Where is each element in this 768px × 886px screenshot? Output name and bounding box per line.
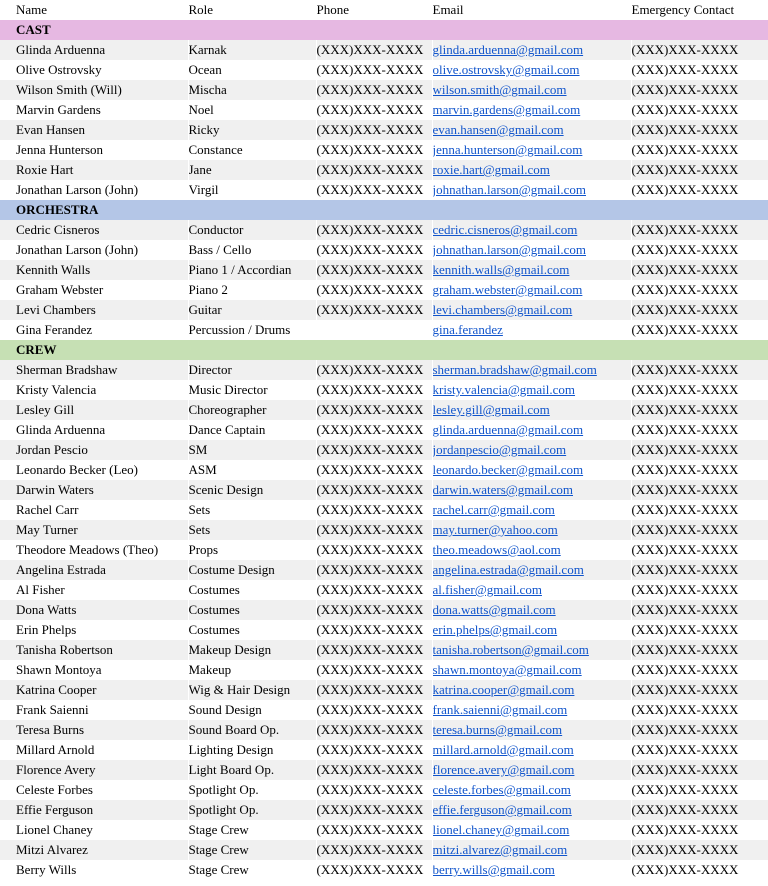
role-cell: Music Director [188, 380, 316, 400]
role-cell: Scenic Design [188, 480, 316, 500]
table-row [0, 780, 768, 800]
name-cell: Florence Avery [0, 760, 188, 780]
email-cell [432, 580, 631, 600]
name-cell: Kristy Valencia [0, 380, 188, 400]
role-cell: Virgil [188, 180, 316, 200]
email-link[interactable]: cedric.cisneros@gmail.com [432, 222, 578, 237]
emergency-contact-cell: (XXX)XXX-XXXX [631, 822, 739, 837]
role-cell: Sets [188, 500, 316, 520]
name-cell: Erin Phelps [0, 620, 188, 640]
phone-cell: (XXX)XXX-XXXX [316, 780, 432, 800]
phone-cell: (XXX)XXX-XXXX [316, 720, 432, 740]
emergency-contact-cell: (XXX)XXX-XXXX [631, 482, 739, 497]
table-row [0, 640, 768, 660]
email-cell [432, 840, 631, 860]
column-header-email: Email [432, 0, 631, 20]
column-header-emergency-contact: Emergency Contact [631, 2, 735, 17]
name-cell: Graham Webster [0, 280, 188, 300]
table-row [0, 120, 768, 140]
phone-cell: (XXX)XXX-XXXX [316, 140, 432, 160]
email-link[interactable]: katrina.cooper@gmail.com [432, 682, 575, 697]
phone-cell: (XXX)XXX-XXXX [316, 240, 432, 260]
name-cell: Dona Watts [0, 600, 188, 620]
table-row [0, 80, 768, 100]
role-cell: Sound Design [188, 700, 316, 720]
table-row [0, 400, 768, 420]
email-cell [432, 160, 631, 180]
emergency-contact-cell: (XXX)XXX-XXXX [631, 642, 739, 657]
email-link[interactable]: mitzi.alvarez@gmail.com [432, 842, 568, 857]
email-link[interactable]: rachel.carr@gmail.com [432, 502, 555, 517]
email-link[interactable]: jordanpescio@gmail.com [432, 442, 567, 457]
email-cell [432, 620, 631, 640]
email-link[interactable]: kennith.walls@gmail.com [432, 262, 570, 277]
role-cell: Spotlight Op. [188, 800, 316, 820]
role-cell: Piano 2 [188, 280, 316, 300]
phone-cell: (XXX)XXX-XXXX [316, 360, 432, 380]
emergency-contact-cell: (XXX)XXX-XXXX [631, 122, 739, 137]
name-cell: Frank Saienni [0, 700, 188, 720]
table-row [0, 720, 768, 740]
table-row [0, 700, 768, 720]
email-link[interactable]: effie.ferguson@gmail.com [432, 802, 572, 817]
name-cell: Olive Ostrovsky [0, 60, 188, 80]
phone-cell: (XXX)XXX-XXXX [316, 300, 432, 320]
email-cell [432, 700, 631, 720]
email-cell [432, 640, 631, 660]
email-cell [432, 40, 631, 60]
role-cell: Makeup Design [188, 640, 316, 660]
table-row [0, 380, 768, 400]
role-cell: SM [188, 440, 316, 460]
email-link[interactable]: celeste.forbes@gmail.com [432, 782, 571, 797]
email-link[interactable]: may.turner@yahoo.com [432, 522, 558, 537]
role-cell: Stage Crew [188, 840, 316, 860]
email-cell [432, 260, 631, 280]
phone-cell: (XXX)XXX-XXXX [316, 860, 432, 880]
email-cell [432, 500, 631, 520]
phone-cell: (XXX)XXX-XXXX [316, 160, 432, 180]
email-link[interactable]: johnathan.larson@gmail.com [432, 242, 586, 257]
email-cell [432, 780, 631, 800]
role-cell: ASM [188, 460, 316, 480]
email-link[interactable]: kristy.valencia@gmail.com [432, 382, 576, 397]
table-row [0, 860, 768, 880]
emergency-contact-cell: (XXX)XXX-XXXX [631, 662, 739, 677]
emergency-contact-cell: (XXX)XXX-XXXX [631, 522, 739, 537]
name-cell: Lionel Chaney [0, 820, 188, 840]
table-row [0, 560, 768, 580]
role-cell: Noel [188, 100, 316, 120]
name-cell: Levi Chambers [0, 300, 188, 320]
table-row [0, 480, 768, 500]
name-cell: Shawn Montoya [0, 660, 188, 680]
role-cell: Choreographer [188, 400, 316, 420]
name-cell: Teresa Burns [0, 720, 188, 740]
email-link[interactable]: dona.watts@gmail.com [432, 602, 556, 617]
email-link[interactable]: frank.saienni@gmail.com [432, 702, 568, 717]
table-row [0, 360, 768, 380]
role-cell: Spotlight Op. [188, 780, 316, 800]
emergency-contact-cell: (XXX)XXX-XXXX [631, 742, 739, 757]
email-cell [432, 140, 631, 160]
phone-cell: (XXX)XXX-XXXX [316, 740, 432, 760]
email-cell [432, 860, 631, 880]
role-cell: Dance Captain [188, 420, 316, 440]
name-cell: Glinda Arduenna [0, 40, 188, 60]
name-cell: Wilson Smith (Will) [0, 80, 188, 100]
phone-cell: (XXX)XXX-XXXX [316, 100, 432, 120]
email-link[interactable]: levi.chambers@gmail.com [432, 302, 573, 317]
email-cell [432, 740, 631, 760]
phone-cell: (XXX)XXX-XXXX [316, 520, 432, 540]
emergency-contact-cell: (XXX)XXX-XXXX [631, 542, 739, 557]
email-link[interactable]: lionel.chaney@gmail.com [432, 822, 570, 837]
emergency-contact-cell: (XXX)XXX-XXXX [631, 762, 739, 777]
table-row [0, 580, 768, 600]
column-header-phone: Phone [316, 0, 432, 20]
email-cell [432, 680, 631, 700]
emergency-contact-cell: (XXX)XXX-XXXX [631, 562, 739, 577]
email-link[interactable]: millard.arnold@gmail.com [432, 742, 574, 757]
phone-cell: (XXX)XXX-XXXX [316, 640, 432, 660]
email-link[interactable]: roxie.hart@gmail.com [432, 162, 550, 177]
emergency-contact-cell: (XXX)XXX-XXXX [631, 222, 739, 237]
email-link[interactable]: angelina.estrada@gmail.com [432, 562, 584, 577]
table-row [0, 800, 768, 820]
phone-cell: (XXX)XXX-XXXX [316, 660, 432, 680]
emergency-contact-cell: (XXX)XXX-XXXX [631, 422, 739, 437]
name-cell: Roxie Hart [0, 160, 188, 180]
name-cell: Sherman Bradshaw [0, 360, 188, 380]
name-cell: Angelina Estrada [0, 560, 188, 580]
phone-cell [316, 320, 432, 340]
emergency-contact-cell: (XXX)XXX-XXXX [631, 622, 739, 637]
role-cell: Makeup [188, 660, 316, 680]
role-cell: Costumes [188, 600, 316, 620]
table-row [0, 820, 768, 840]
phone-cell: (XXX)XXX-XXXX [316, 380, 432, 400]
email-cell [432, 360, 631, 380]
column-header-name: Name [0, 0, 188, 20]
section-header-row-crew [0, 340, 768, 360]
phone-cell: (XXX)XXX-XXXX [316, 700, 432, 720]
table-body [0, 20, 768, 880]
role-cell: Costumes [188, 620, 316, 640]
emergency-contact-cell: (XXX)XXX-XXXX [631, 502, 739, 517]
emergency-contact-cell: (XXX)XXX-XXXX [631, 702, 739, 717]
name-cell: Celeste Forbes [0, 780, 188, 800]
section-header-row-orchestra [0, 200, 768, 220]
phone-cell: (XXX)XXX-XXXX [316, 400, 432, 420]
email-cell [432, 480, 631, 500]
email-cell [432, 400, 631, 420]
email-link[interactable]: evan.hansen@gmail.com [432, 122, 564, 137]
phone-cell: (XXX)XXX-XXXX [316, 620, 432, 640]
role-cell: Constance [188, 140, 316, 160]
email-cell [432, 320, 631, 340]
role-cell: Sets [188, 520, 316, 540]
role-cell: Sound Board Op. [188, 720, 316, 740]
emergency-contact-cell: (XXX)XXX-XXXX [631, 402, 739, 417]
table-row [0, 680, 768, 700]
table-row [0, 220, 768, 240]
role-cell: Mischa [188, 80, 316, 100]
email-cell [432, 80, 631, 100]
table-row [0, 300, 768, 320]
section-title: ORCHESTRA [0, 200, 768, 220]
name-cell: Jonathan Larson (John) [0, 180, 188, 200]
section-title: CAST [0, 20, 768, 40]
name-cell: Darwin Waters [0, 480, 188, 500]
email-link[interactable]: darwin.waters@gmail.com [432, 482, 573, 497]
table-row [0, 620, 768, 640]
email-cell [432, 120, 631, 140]
email-cell [432, 760, 631, 780]
email-link[interactable]: graham.webster@gmail.com [432, 282, 583, 297]
email-cell [432, 660, 631, 680]
emergency-contact-cell: (XXX)XXX-XXXX [631, 62, 739, 77]
emergency-contact-cell: (XXX)XXX-XXXX [631, 162, 739, 177]
phone-cell: (XXX)XXX-XXXX [316, 80, 432, 100]
role-cell: Stage Crew [188, 860, 316, 880]
emergency-contact-cell: (XXX)XXX-XXXX [631, 862, 739, 877]
email-cell [432, 800, 631, 820]
emergency-contact-cell: (XXX)XXX-XXXX [631, 842, 739, 857]
table-row [0, 320, 768, 340]
role-cell: Percussion / Drums [188, 320, 316, 340]
email-cell [432, 440, 631, 460]
emergency-contact-cell: (XXX)XXX-XXXX [631, 722, 739, 737]
emergency-contact-cell: (XXX)XXX-XXXX [631, 242, 739, 257]
role-cell: Jane [188, 160, 316, 180]
name-cell: Berry Wills [0, 860, 188, 880]
phone-cell: (XXX)XXX-XXXX [316, 220, 432, 240]
email-cell [432, 600, 631, 620]
table-row [0, 140, 768, 160]
email-cell [432, 460, 631, 480]
emergency-contact-cell: (XXX)XXX-XXXX [631, 102, 739, 117]
table-row [0, 540, 768, 560]
email-link[interactable]: johnathan.larson@gmail.com [432, 182, 586, 197]
name-cell: Jenna Hunterson [0, 140, 188, 160]
column-header-row [0, 0, 768, 20]
table-row [0, 60, 768, 80]
table-row [0, 240, 768, 260]
table-row [0, 760, 768, 780]
emergency-contact-cell: (XXX)XXX-XXXX [631, 282, 739, 297]
name-cell: Rachel Carr [0, 500, 188, 520]
name-cell: Effie Ferguson [0, 800, 188, 820]
name-cell: Millard Arnold [0, 740, 188, 760]
email-cell [432, 240, 631, 260]
name-cell: Mitzi Alvarez [0, 840, 188, 860]
emergency-contact-cell: (XXX)XXX-XXXX [631, 462, 739, 477]
email-cell [432, 420, 631, 440]
phone-cell: (XXX)XXX-XXXX [316, 60, 432, 80]
phone-cell: (XXX)XXX-XXXX [316, 680, 432, 700]
phone-cell: (XXX)XXX-XXXX [316, 800, 432, 820]
table-row [0, 160, 768, 180]
emergency-contact-cell: (XXX)XXX-XXXX [631, 382, 739, 397]
email-link[interactable]: florence.avery@gmail.com [432, 762, 575, 777]
phone-cell: (XXX)XXX-XXXX [316, 820, 432, 840]
phone-cell: (XXX)XXX-XXXX [316, 120, 432, 140]
email-link[interactable]: theo.meadows@aol.com [432, 542, 561, 557]
email-cell [432, 540, 631, 560]
email-cell [432, 60, 631, 80]
role-cell: Bass / Cello [188, 240, 316, 260]
name-cell: Katrina Cooper [0, 680, 188, 700]
email-link[interactable]: lesley.gill@gmail.com [432, 402, 550, 417]
phone-cell: (XXX)XXX-XXXX [316, 180, 432, 200]
emergency-contact-cell: (XXX)XXX-XXXX [631, 782, 739, 797]
role-cell: Karnak [188, 40, 316, 60]
table-row [0, 420, 768, 440]
table-row [0, 40, 768, 60]
role-cell: Ocean [188, 60, 316, 80]
role-cell: Ricky [188, 120, 316, 140]
name-cell: Al Fisher [0, 580, 188, 600]
emergency-contact-cell: (XXX)XXX-XXXX [631, 682, 739, 697]
name-cell: Jonathan Larson (John) [0, 240, 188, 260]
name-cell: Cedric Cisneros [0, 220, 188, 240]
emergency-contact-cell: (XXX)XXX-XXXX [631, 442, 739, 457]
phone-cell: (XXX)XXX-XXXX [316, 760, 432, 780]
table-row [0, 100, 768, 120]
name-cell: Theodore Meadows (Theo) [0, 540, 188, 560]
emergency-contact-cell: (XXX)XXX-XXXX [631, 802, 739, 817]
phone-cell: (XXX)XXX-XXXX [316, 580, 432, 600]
role-cell: Wig & Hair Design [188, 680, 316, 700]
phone-cell: (XXX)XXX-XXXX [316, 440, 432, 460]
name-cell: Marvin Gardens [0, 100, 188, 120]
table-row [0, 520, 768, 540]
table-row [0, 460, 768, 480]
name-cell: Gina Ferandez [0, 320, 188, 340]
phone-cell: (XXX)XXX-XXXX [316, 600, 432, 620]
email-cell [432, 100, 631, 120]
table-row [0, 840, 768, 860]
email-link[interactable]: wilson.smith@gmail.com [432, 82, 567, 97]
email-link[interactable]: sherman.bradshaw@gmail.com [432, 362, 597, 377]
table-row [0, 180, 768, 200]
role-cell: Props [188, 540, 316, 560]
emergency-contact-cell: (XXX)XXX-XXXX [631, 42, 739, 57]
table-row [0, 600, 768, 620]
phone-cell: (XXX)XXX-XXXX [316, 280, 432, 300]
phone-cell: (XXX)XXX-XXXX [316, 480, 432, 500]
role-cell: Stage Crew [188, 820, 316, 840]
email-cell [432, 220, 631, 240]
table-row [0, 500, 768, 520]
table-row [0, 440, 768, 460]
email-cell [432, 520, 631, 540]
name-cell: May Turner [0, 520, 188, 540]
name-cell: Kennith Walls [0, 260, 188, 280]
role-cell: Director [188, 360, 316, 380]
role-cell: Costumes [188, 580, 316, 600]
email-link[interactable]: tanisha.robertson@gmail.com [432, 642, 589, 657]
emergency-contact-cell: (XXX)XXX-XXXX [631, 602, 739, 617]
email-cell [432, 180, 631, 200]
email-link[interactable]: shawn.montoya@gmail.com [432, 662, 582, 677]
name-cell: Lesley Gill [0, 400, 188, 420]
name-cell: Leonardo Becker (Leo) [0, 460, 188, 480]
section-title: CREW [0, 340, 768, 360]
email-link[interactable]: olive.ostrovsky@gmail.com [432, 62, 580, 77]
role-cell: Conductor [188, 220, 316, 240]
email-link[interactable]: glinda.arduenna@gmail.com [432, 422, 584, 437]
email-link[interactable]: marvin.gardens@gmail.com [432, 102, 581, 117]
emergency-contact-cell: (XXX)XXX-XXXX [631, 322, 739, 337]
email-link[interactable]: gina.ferandez [432, 322, 503, 337]
role-cell: Light Board Op. [188, 760, 316, 780]
role-cell: Guitar [188, 300, 316, 320]
phone-cell: (XXX)XXX-XXXX [316, 540, 432, 560]
email-cell [432, 380, 631, 400]
email-cell [432, 560, 631, 580]
email-cell [432, 720, 631, 740]
phone-cell: (XXX)XXX-XXXX [316, 260, 432, 280]
emergency-contact-cell: (XXX)XXX-XXXX [631, 142, 739, 157]
name-cell: Tanisha Robertson [0, 640, 188, 660]
email-link[interactable]: erin.phelps@gmail.com [432, 622, 558, 637]
name-cell: Evan Hansen [0, 120, 188, 140]
name-cell: Jordan Pescio [0, 440, 188, 460]
email-link[interactable]: berry.wills@gmail.com [432, 862, 555, 877]
emergency-contact-cell: (XXX)XXX-XXXX [631, 362, 739, 377]
email-link[interactable]: al.fisher@gmail.com [432, 582, 542, 597]
emergency-contact-cell: (XXX)XXX-XXXX [631, 302, 739, 317]
role-cell: Lighting Design [188, 740, 316, 760]
phone-cell: (XXX)XXX-XXXX [316, 560, 432, 580]
phone-cell: (XXX)XXX-XXXX [316, 420, 432, 440]
email-cell [432, 280, 631, 300]
emergency-contact-cell: (XXX)XXX-XXXX [631, 182, 739, 197]
emergency-contact-cell: (XXX)XXX-XXXX [631, 82, 739, 97]
phone-cell: (XXX)XXX-XXXX [316, 500, 432, 520]
emergency-contact-cell: (XXX)XXX-XXXX [631, 262, 739, 277]
role-cell: Piano 1 / Accordian [188, 260, 316, 280]
name-cell: Glinda Arduenna [0, 420, 188, 440]
table-row [0, 260, 768, 280]
email-link[interactable]: leonardo.becker@gmail.com [432, 462, 584, 477]
table-row [0, 280, 768, 300]
phone-cell: (XXX)XXX-XXXX [316, 460, 432, 480]
email-link[interactable]: glinda.arduenna@gmail.com [432, 42, 584, 57]
section-header-row-cast [0, 20, 768, 40]
phone-cell: (XXX)XXX-XXXX [316, 840, 432, 860]
email-link[interactable]: jenna.hunterson@gmail.com [432, 142, 583, 157]
email-cell [432, 820, 631, 840]
email-cell [432, 300, 631, 320]
phone-cell: (XXX)XXX-XXXX [316, 40, 432, 60]
emergency-contact-cell: (XXX)XXX-XXXX [631, 582, 739, 597]
role-cell: Costume Design [188, 560, 316, 580]
table-row [0, 660, 768, 680]
table-row [0, 740, 768, 760]
email-link[interactable]: teresa.burns@gmail.com [432, 722, 563, 737]
column-header-role: Role [188, 0, 316, 20]
